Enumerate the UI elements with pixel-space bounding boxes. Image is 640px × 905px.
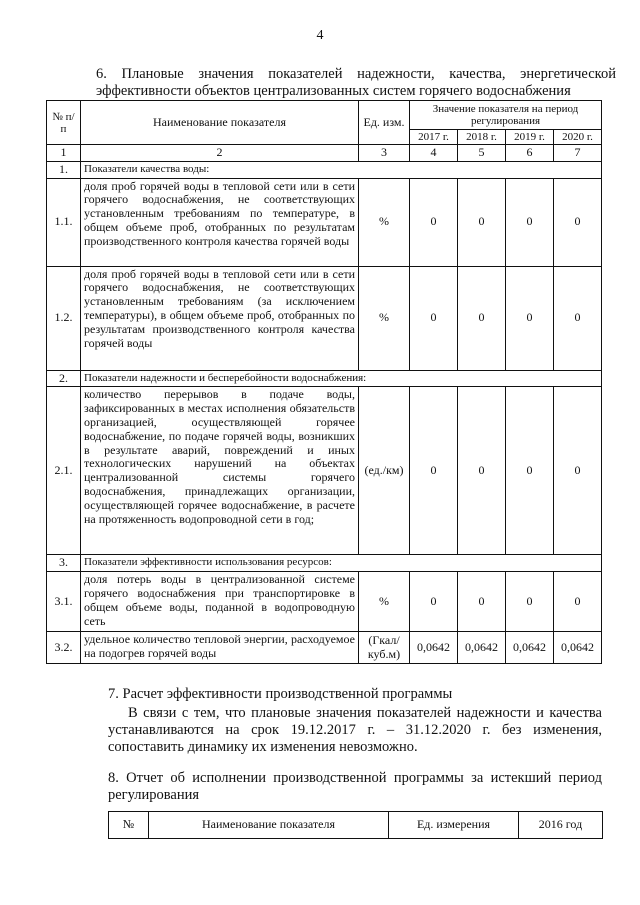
col-number: 1 <box>47 145 81 162</box>
value-2018: 0 <box>458 572 506 632</box>
col-number: 4 <box>410 145 458 162</box>
report-header-name: Наименование показателя <box>149 812 389 839</box>
value-2019: 0,0642 <box>506 632 554 664</box>
indicator-name: удельное количество тепловой энергии, расходуемое на подогрев горячей воды <box>81 632 359 664</box>
value-2018: 0 <box>458 178 506 266</box>
indicator-name: доля проб горячей воды в тепловой сети или в сети горячего водоснабжения, не соответствующих установленным требованиям (за исключением температуры), в общем объеме проб, отобранных по результатам производственного контроля качества горячей воды <box>81 266 359 370</box>
value-2019: 0 <box>506 178 554 266</box>
indicator-unit: % <box>359 178 410 266</box>
col-number: 3 <box>359 145 410 162</box>
col-number: 2 <box>81 145 359 162</box>
section-8-heading: 8. Отчет об исполнении производственной программы за истекший период регулирования <box>108 770 602 803</box>
value-2018: 0 <box>458 387 506 555</box>
indicator-unit: (Гкал/куб.м) <box>359 632 410 664</box>
header-num: № п/п <box>47 101 81 145</box>
section-title: Показатели эффективности использования ресурсов: <box>81 555 602 572</box>
row-num: 3.2. <box>47 632 81 664</box>
report-table <box>108 811 603 839</box>
value-2020: 0 <box>554 572 602 632</box>
section-7-text: В связи с тем, что плановые значения показателей надежности и качества устанавливаются на срок 19.12.2017 г. – 31.12.2020 г. без изменения, сопоставить динамику их изменения невозможно. <box>108 705 602 755</box>
value-2019: 0 <box>506 266 554 370</box>
indicator-name: доля проб горячей воды в тепловой сети или в сети горячего водоснабжения, не соответствующих установленным требованиям по температуре, в общем объеме проб, отобранных по результатам производственного контроля качества горячей воды <box>81 178 359 266</box>
row-num: 1.2. <box>47 266 81 370</box>
value-2019: 0 <box>506 387 554 555</box>
section-6-heading: 6. Плановые значения показателей надежности, качества, энергетической эффективности объектов централизованных систем горячего водоснабжения <box>96 66 616 99</box>
section-title: Показатели надежности и бесперебойности водоснабжения: <box>81 370 602 387</box>
indicator-name: количество перерывов в подаче воды, зафиксированных в местах исполнения обязательств организацией, осуществляющей горячее водоснабжение, по подаче горячей воды, возникших в результате аварий, повреждений и иных технологических нарушений на объектах централизованной системы горячего водоснабжения, принадлежащих организации, осуществляющей горячее водоснабжение, в расчете на протяженность водопроводной сети в год; <box>81 387 359 555</box>
value-2017: 0,0642 <box>410 632 458 664</box>
row-num: 2.1. <box>47 387 81 555</box>
value-2020: 0 <box>554 387 602 555</box>
value-2017: 0 <box>410 178 458 266</box>
header-name: Наименование показателя <box>81 101 359 145</box>
indicator-unit: (ед./км) <box>359 387 410 555</box>
col-number: 6 <box>506 145 554 162</box>
header-year: 2018 г. <box>458 130 506 145</box>
header-period: Значение показателя на период регулирования <box>410 101 602 130</box>
report-header-num: № <box>109 812 149 839</box>
header-year: 2019 г. <box>506 130 554 145</box>
report-header-unit: Ед. измерения <box>389 812 519 839</box>
value-2019: 0 <box>506 572 554 632</box>
page-number: 4 <box>316 28 324 43</box>
section-num: 3. <box>47 555 81 572</box>
section-title: Показатели качества воды: <box>81 161 602 178</box>
col-number: 5 <box>458 145 506 162</box>
header-unit: Ед. изм. <box>359 101 410 145</box>
value-2018: 0,0642 <box>458 632 506 664</box>
value-2020: 0,0642 <box>554 632 602 664</box>
report-header-year: 2016 год <box>519 812 603 839</box>
section-num: 1. <box>47 161 81 178</box>
row-num: 1.1. <box>47 178 81 266</box>
section-num: 2. <box>47 370 81 387</box>
header-year: 2020 г. <box>554 130 602 145</box>
value-2017: 0 <box>410 387 458 555</box>
row-num: 3.1. <box>47 572 81 632</box>
indicator-unit: % <box>359 572 410 632</box>
value-2017: 0 <box>410 266 458 370</box>
section-7-body <box>108 705 602 756</box>
value-2020: 0 <box>554 178 602 266</box>
indicators-table <box>46 100 602 664</box>
indicator-unit: % <box>359 266 410 370</box>
indicator-name: доля потерь воды в централизованной системе горячего водоснабжения при транспортировке в общем объеме воды, поданной в водопроводную сеть <box>81 572 359 632</box>
section-7-heading: 7. Расчет эффективности производственной программы <box>108 686 453 702</box>
value-2017: 0 <box>410 572 458 632</box>
value-2018: 0 <box>458 266 506 370</box>
value-2020: 0 <box>554 266 602 370</box>
header-year: 2017 г. <box>410 130 458 145</box>
col-number: 7 <box>554 145 602 162</box>
